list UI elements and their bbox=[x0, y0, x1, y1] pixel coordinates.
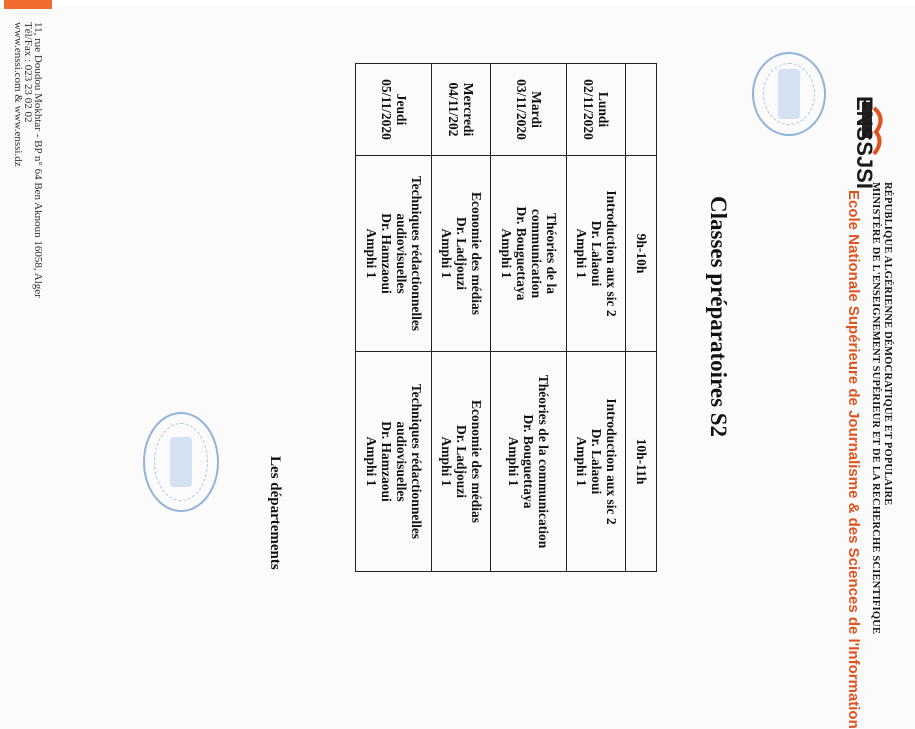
department-stamp-icon bbox=[143, 412, 219, 512]
table-row bbox=[356, 64, 432, 572]
footer-phone: Tél/Fax : 023 23 02 02 bbox=[22, 22, 34, 123]
day-cell: Mercredi 04/11/202 bbox=[432, 64, 491, 156]
day-cell: Mardi 03/11/2020 bbox=[491, 64, 567, 156]
table-header-cell: 10h-11h bbox=[626, 352, 657, 572]
signature-label: Les départements bbox=[267, 456, 283, 570]
course-cell: Economie des médias Dr. Ladjouzi Amphi 1 bbox=[432, 156, 491, 352]
course-cell: Techniques rédactionnelles audiovisuelles Dr. Hamzaoui Amphi 1 bbox=[356, 156, 432, 352]
table-row bbox=[567, 64, 626, 572]
orange-tab-marker bbox=[4, 0, 52, 9]
page-top-edge bbox=[0, 0, 915, 6]
day-cell: Lundi 02/11/2020 bbox=[567, 64, 626, 156]
course-cell: Economie des médias Dr. Ladjouzi Amphi 1 bbox=[432, 352, 491, 572]
table-row bbox=[491, 64, 567, 572]
footer-address: 11, rue Doudou Mokhtar - BP n° 64 Ben Aknoun 16058, Alger bbox=[32, 22, 44, 298]
course-cell: Introduction aux sic 2 Dr. Lalaoui Amphi 1 bbox=[567, 352, 626, 572]
logo-text: ENSSJSI bbox=[852, 96, 877, 189]
department-stamp-icon bbox=[752, 52, 826, 136]
day-cell: Jeudi 05/11/2020 bbox=[356, 64, 432, 156]
republic-line: RÉPUBLIQUE ALGÉRIENNE DÉMOCRATIQUE ET POPULAIRE bbox=[882, 182, 893, 506]
school-name: Ecole Nationale Supérieure de Journalisme & des Sciences de l'Information bbox=[845, 190, 862, 729]
page-title: Classes préparatoires S2 bbox=[706, 196, 731, 438]
course-cell: Introduction aux sic 2 Dr. Lalaoui Amphi 1 bbox=[567, 156, 626, 352]
course-cell: Techniques rédactionnelles audiovisuelles Dr. Hamzaoui Amphi 1 bbox=[356, 352, 432, 572]
ministry-line: MINISTÈRE DE L'ENSEIGNEMENT SUPÉRIEUR ET DE LA RECHERCHE SCIENTIFIQUE bbox=[870, 182, 881, 635]
timetable bbox=[355, 63, 657, 571]
footer-web: www.enssi.com & www.enssi.dz bbox=[12, 22, 24, 167]
table-header-cell: 9h-10h bbox=[626, 156, 657, 352]
table-row bbox=[432, 64, 491, 572]
table-header-row bbox=[626, 64, 657, 572]
table-header-cell bbox=[626, 64, 657, 156]
course-cell: Théories de la communication Dr. Bouguettaya Amphi 1 bbox=[491, 156, 567, 352]
course-cell: Théories de la communication Dr. Bouguettaya Amphi 1 bbox=[491, 352, 567, 572]
